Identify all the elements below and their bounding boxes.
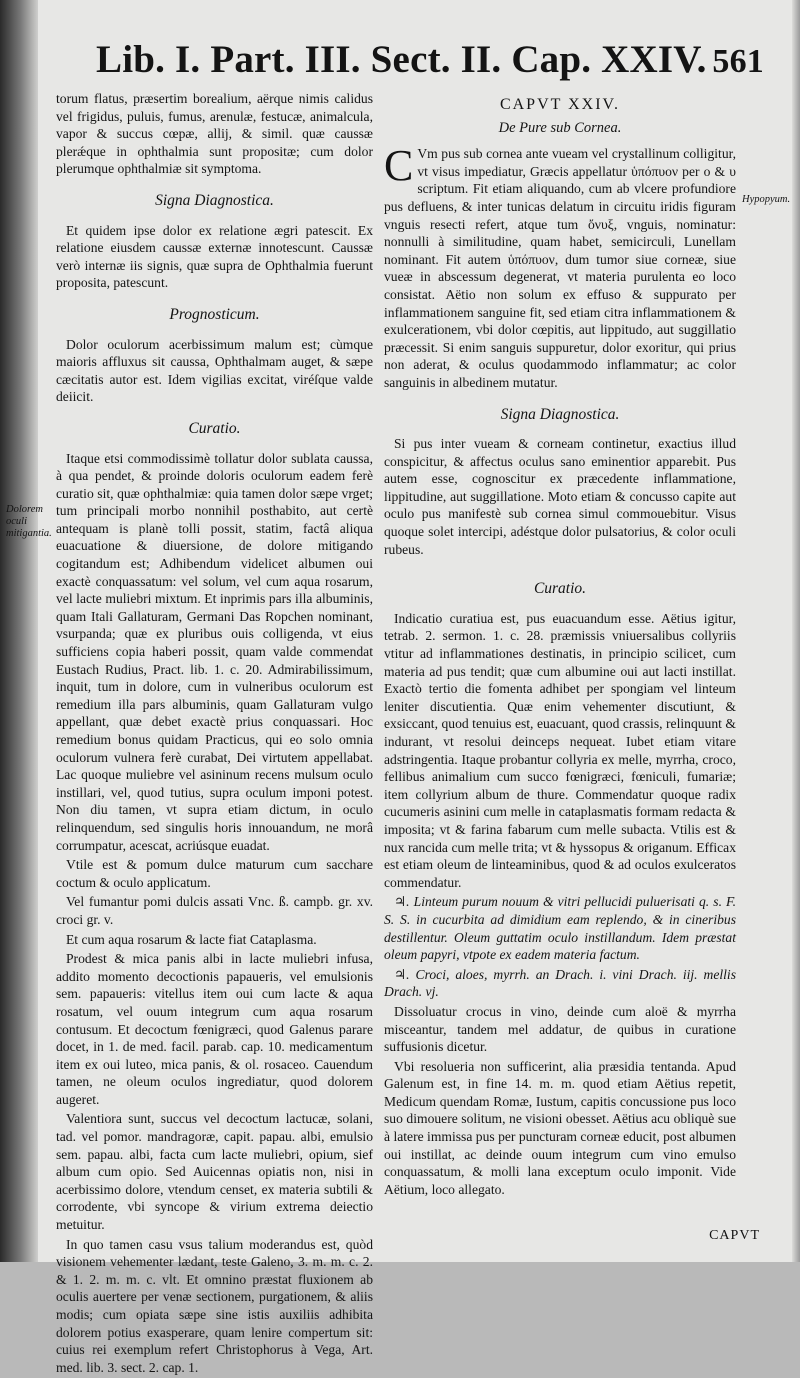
left-column (56, 90, 373, 1378)
left-intro-paragraph: torum flatus, præsertim borealium, aërque nimis calidus vel frigidus, puluis, fumus, arenulæ, festucæ, animalcula, vapor & succus cœpæ, allij, & simil. quæ caussæ plerǽque in ophthalmia sunt propositæ; cum dolor plerumque ophthalmiæ sit symptoma. (56, 91, 373, 177)
left-curatio-paragraph-3: Vel fumantur pomi dulcis assati Vnc. ß. campb. gr. xv. croci gr. v. (56, 894, 373, 927)
left-signa-paragraph: Et quidem ipse dolor ex relatione ægri patescit. Ex relatione eiusdem caussæ externæ innotescunt. Caussæ verò internæ iis signis, quæ supra de Ophthalmia fuerunt proposita, patescunt. (56, 222, 373, 291)
right-margin-note: Hypopyum. (742, 194, 791, 205)
right-recipe-2: ♃. Croci, aloes, myrrh. an Drach. i. vini Drach. iij. mellis Drach. vj. (384, 966, 736, 1000)
right-curatio-paragraph-1: Indicatio curatiua est, pus euacuandum esse. Aëtius igitur, tetrab. 2. sermon. 1. c. 28. præmissis vniuersalibus collyriis vtitur ad inflammationes destinatis, in principio scilicet, cum materia ad pus tendit; quæ cum albumine oui aut lacti instillat. Exactò tertio die fomenta adhibet per spongiam vel linteum leniter discutientia. Quæ enim vehementer discutiunt, & exsiccant, quod tenuius est, euacuant, quod crassis, relinquunt & indurant, vt resolui deinceps nequeat. Iubet etiam vitare adstringentia. Itaque probantur collyria ex melle, myrrha, croco, fellibus animalium cum succo fœnigræci, fœniculi, fumariæ; item collyrium album de thure. Commendatur quoque radix cucumeris asinini cum melle in cataplasmatis formam redacta & imposita; vt & farina fabarum cum melle subacta. Vtilis est & nux rancida cum melle trita; vt & hyssopus & origanum. Efficax est etiam oleum de linteaminibus, quod & ad oculos exulceratos commendatur. (384, 610, 736, 890)
right-heading-curatio: Curatio. (533, 580, 587, 598)
running-header (96, 38, 764, 82)
right-intro-paragraph: Vm pus sub cornea ante vueam vel crystallinum colligitur, vt visus impediatur, Græcis appellatur ὑπόπυον per ο & υ scriptum. Fit etiam aliquando, cum ab vlcere profundiore pus defluens, & inter tunicas delatum in circuitu iridis figuram vnguis resecti refert, atque tum ὄνυξ, vnguis, nominatur: nonnulli à similitudine, quam habet, semicirculi, Lunellam nominant. Fit autem ὑπόπυον, dum tumor siue corneæ, siue vueæ in abscessum degenerat, vt materia purulenta eo loco consistat. Aëtio non solum ex effuso & suppurato per inflammationem sanguine fit, sed etiam citra inflammationem & exulcerationem, vbi dolor cœpitis, aut lippitudo, aut suggillatio præcessit. Si enim sanguis suppuretur, dolor exoritur, qui prius non aderat, & oculus quodammodo inflammatur; ac color sanguinis in albedinem mutatur. (384, 146, 736, 390)
drop-cap: C (384, 141, 414, 191)
chapter-subtitle: De Pure sub Cornea. (498, 119, 622, 136)
right-curatio-paragraph-2: Dissoluatur crocus in vino, deinde cum aloë & myrrha misceantur, tandem mel addatur, de quibus in curatione suffusionis dicetur. (384, 1003, 736, 1055)
chapter-title: CAPVT XXIV. (499, 96, 621, 113)
left-margin-note: Dolorem oculi mitigantia. (6, 504, 52, 539)
left-heading-prognosticum: Prognosticum. (169, 305, 260, 323)
header-title: Lib. I. Part. III. Sect. II. Cap. XXIV. (96, 38, 707, 81)
binding-gutter (0, 0, 38, 1262)
left-curatio-paragraph-6: Valentiora sunt, succus vel decoctum lactucæ, solani, tad. vel pomor. mandragoræ, capit. papau. albi, emulsio sem. papau. albi, facta cum lacte muliebri, opium, sief album cum opio. Sed Auicennas opiatis non, nisi in acerbissimo dolore, vtendum censet, ex materia subtili & corrodente, vbi syncope & virium extrema deiectio metuitur. (56, 1111, 373, 1233)
left-heading-curatio: Curatio. (188, 419, 241, 437)
catchword: CAPVT (709, 1228, 760, 1243)
left-prognosticum-paragraph: Dolor oculorum acerbissimum malum est; cùmque maioris affluxus sit caussa, Ophthalmam auget, & sæpe cæcitatis autor est. Idem vigilias excitat, viréſque valde deiicit. (56, 336, 373, 405)
left-curatio-paragraph-1: Itaque etsi commodissimè tollatur dolor sublata caussa, à qua pendet, & proinde doloris oculorum eadem ferè curatio sit, quæ ophthalmiæ: quia tamen dolor sæpe vrget; tum principali morbo nonnihil posthabito, aut certè antequam is planè tolli possit, statim, factâ aliqua euacuatione & diuersione, de dolore mitigando cogitandum est; Adhibendum videlicet albumen oui exactè conquassatum: vel solum, vel cum aqua rosarum, vel lacte muliebri mixtum. Et inprimis pars illa albuminis, quam Itali Gallaturam, Germani Das Ropchen nominant, vsurpanda; quæ ex pluribus ouis colligenda, vt eius sufficiens copia haberi possit, quam valde commendat Eustach Rudius, Pract. lib. 1. c. 20. Admirabilissimum, inquit, tum in dolore, cum in vulneribus oculorum est remedium illa pars albuminis, quam Gallaturam vulgo appellant, quæ debet exactè prius conquassari. Hoc remedium bonus quidam Practicus, qui eo solo omnia oculorum vulnera ferè curabat, Dei virtutem appellabat. Lac quoque muliebre vel asininum recens mulsum oculo instillari, vel, quod tutius, supra oculum imponi potest. Non diu tamen, vt supra etiam dictum, in oculo relinquendum, sed singulis horis innouandum, ne morâ corrumpatur, acescat, acriúsque euadat. (56, 450, 373, 853)
right-signa-paragraph: Si pus inter vueam & corneam continetur, exactius illud conspicitur, & affectus oculus sano eminentior apparebit. Pus autem esse, cognoscitur ex præcedente inflammatione, lippitudine, aut suggillatione. Moto etiam & concusso capite aut oculo pus manifestè sub cornea simul commouebitur. Visus quoque solet intercipi, adéstque dolor pulsatorius, & color oculi rubeus. (384, 436, 736, 557)
left-heading-signa: Signa Diagnostica. (155, 191, 274, 209)
page-number: 561 (712, 43, 764, 80)
right-column (384, 96, 736, 1200)
left-curatio-paragraph-5: Prodest & mica panis albi in lacte muliebri infusa, addito momento decoctionis papaueris, vel emulsionis sem. papaueris: vitellus item oui cum lacte & aqua rosatum, vel ouum integrum cum aqua rosarum contusum. Et decoctum fœnigræci, quod Galenus parare docet, in 1. de med. facil. parab. cap. 10. medicamentum item ex oui luteo, mica panis, & ol. rosaceo. Cauendum tamen, ne oleum oculos ingrediatur, quod dolorem augeret. (56, 951, 373, 1107)
right-curatio-paragraph-3: Vbi resolueria non sufficerint, alia præsidia tentanda. Apud Galenum est, in fine 14. m. m. quod etiam Aëtius repetit, Medicum quendam Romæ, Iustum, capitis concussione pus loco suo dimouere solitum, ne visioni obesset. Aëtius acu obliquè sue à latere immissa pus per puncturam corneæ educit, post albumen oui instillat, ac deinde ouum integrum cum vino emulso conquassatum, & molli lana exceptum oculo imponit. Vide Aëtium, loco allegato. (384, 1058, 736, 1197)
left-curatio-paragraph-4: Et cum aqua rosarum & lacte fiat Cataplasma. (66, 931, 317, 947)
right-recipe-1: ♃. Linteum purum nouum & vitri pellucidi puluerisati q. s. F. S. S. in cucurbita ad dimidium eam replendo, & in cineribus destillentur. Oleum guttatim oculo instillandum. Idem præstat oleum papyri, vtpote ex eadem materia factum. (384, 894, 736, 963)
right-heading-signa: Signa Diagnostica. (500, 405, 620, 423)
page-edge (792, 0, 800, 1262)
left-curatio-paragraph-7: In quo tamen casu vsus talium moderandus est, quòd visionem vehementer lædant, teste Galeno, 3. m. m. c. 2. & 1. 2. m. m. c. vlt. Et omnino præstat fluxionem ab oculis auertere per venæ sectionem, purgationem, & aliis modis; cum opiata sæpe sine istis auxiliis adhibita dolorem potius exasperare, quam lenire compertum sit: cuius rei exemplum refert Christophorus à Vega, Art. med. lib. 3. sect. 2. cap. 1. (56, 1236, 373, 1375)
left-curatio-paragraph-2: Vtile est & pomum dulce maturum cum sacchare coctum & oculo applicatum. (56, 857, 373, 890)
